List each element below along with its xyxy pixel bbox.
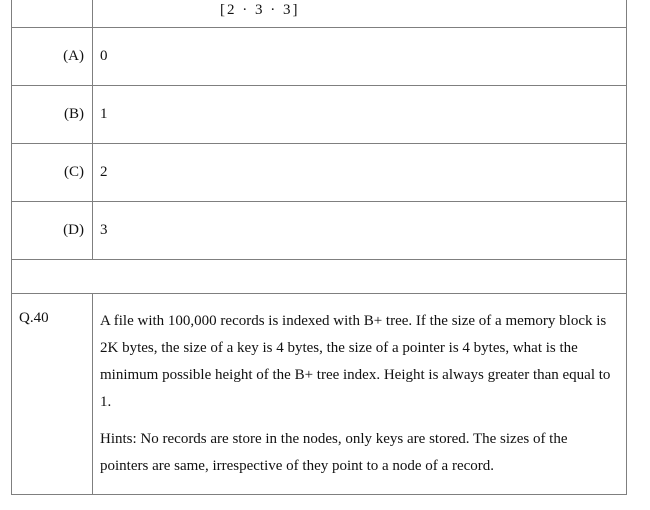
option-label: (A) [12, 28, 93, 86]
option-label: (C) [12, 144, 93, 202]
question-table [11, 0, 627, 495]
option-row-d[interactable] [12, 202, 627, 260]
previous-question-label-cell [12, 0, 93, 28]
question-number: Q.40 [12, 294, 93, 495]
question-row [12, 294, 627, 495]
previous-question-tail: [2 · 3 · 3] [220, 1, 300, 18]
option-value: 2 [93, 144, 627, 202]
previous-question-content-cell [93, 0, 627, 28]
option-value: 0 [93, 28, 627, 86]
question-text: A file with 100,000 records is indexed with B+ tree. If the size of a memory block is 2K bytes, the size of a key is 4 bytes, the size of a pointer is 4 bytes, what is the minimum possible height of the B+ tree index. Height is always greater than equal to 1. [100, 313, 611, 410]
previous-question-row [12, 0, 627, 28]
spacer-row [12, 260, 627, 294]
option-row-c[interactable] [12, 144, 627, 202]
option-row-b[interactable] [12, 86, 627, 144]
option-value: 1 [93, 86, 627, 144]
option-row-a[interactable] [12, 28, 627, 86]
option-label: (B) [12, 86, 93, 144]
spacer-cell [12, 260, 627, 294]
option-value: 3 [93, 202, 627, 260]
question-hint: Hints: No records are store in the nodes, only keys are stored. The sizes of the pointers are same, irrespective of they point to a node of a record. [100, 431, 568, 474]
question-body [93, 294, 627, 495]
option-label: (D) [12, 202, 93, 260]
